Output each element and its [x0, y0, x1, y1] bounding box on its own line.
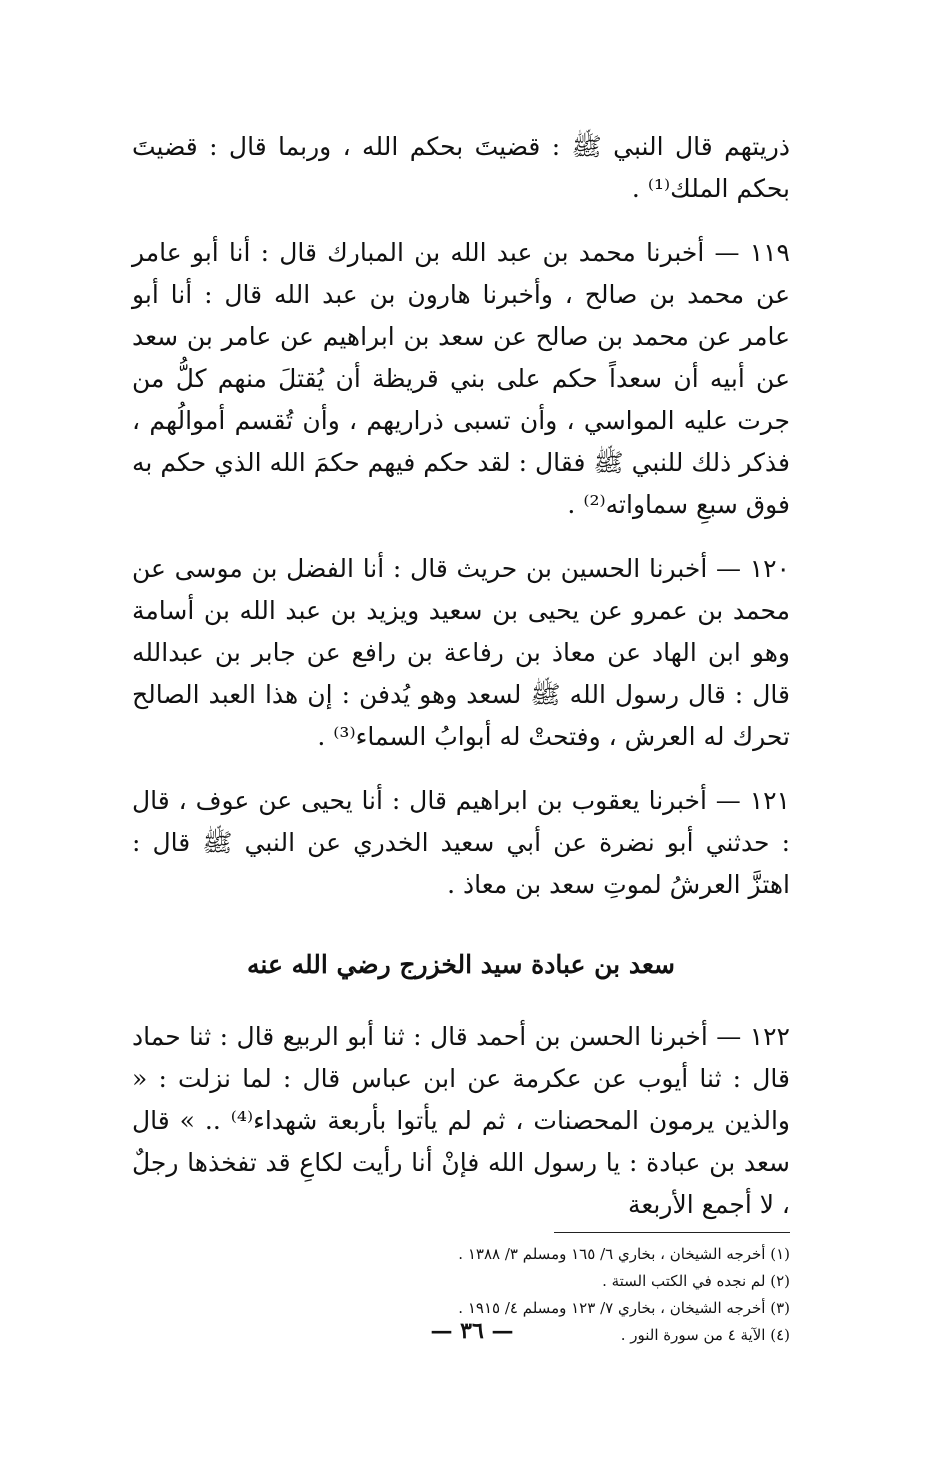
page-number: — ٣٦ — — [430, 1318, 514, 1344]
paragraph-119: ١١٩ — أخبرنا محمد بن عبد الله بن المبارك قال : أنا أبو عامر عن محمد بن صالح ، وأخبرنا هارون بن عبد الله قال : أنا أبو عامر عن محمد بن صالح عن سعد بن ابراهيم عن عامر بن سعد عن أبيه أن سعداً حكم على بني قريظة أن يُقتلَ منهم كلُّ من جرت عليه المواسي ، وأن تسبى ذراريهم ، وأن تُقسم أموالُهم ، فذكر ذلك للنبي ﷺ فقال : لقد حكم فيهم حكمَ الله الذي حكم به فوق سبعِ سماواته⁽²⁾ . — [132, 238, 790, 519]
section-heading: سعد بن عبادة سيد الخزرج رضي الله عنه — [247, 950, 675, 979]
footnote-4: (٤) الآية ٤ من سورة النور . — [620, 1326, 790, 1344]
paragraph-122: ١٢٢ — أخبرنا الحسن بن أحمد قال : ثنا أبو الربيع قال : ثنا حماد قال : ثنا أيوب عن عكرمة عن ابن عباس قال : لما نزلت : « والذين يرمون المحصنات ، ثم لم يأتوا بأربعة شهداء⁽⁴⁾ .. » قال سعد بن عبادة : يا رسول الله فإنْ أنا رأيت لكاعِ قد تفخذها رجلٌ ، لا أجمع الأربعة — [132, 1022, 791, 1219]
paragraph-continuation: ذريتهم قال النبي ﷺ : قضيتَ بحكم الله ، وربما قال : قضيتَ بحكم الملك⁽¹⁾ . — [132, 132, 790, 203]
paragraph-121: ١٢١ — أخبرنا يعقوب بن ابراهيم قال : أنا يحيى عن عوف ، قال : حدثني أبو نضرة عن أبي سعيد الخدري عن النبي ﷺ قال : اهتزَّ العرشُ لموتِ سعد بن معاذ . — [132, 786, 790, 899]
page-body — [132, 126, 790, 1349]
footnote-1: (١) أخرجه الشيخان ، بخاري ٦/ ١٦٥ ومسلم ٣/ ١٣٨٨ . — [458, 1245, 790, 1263]
paragraph-120: ١٢٠ — أخبرنا الحسين بن حريث قال : أنا الفضل بن موسى عن محمد بن عمرو عن يحيى بن سعيد ويزيد بن عبد الله بن أسامة وهو ابن الهاد عن معاذ بن رفاعة بن رافع عن جابر بن عبدالله قال : قال رسول الله ﷺ لسعد وهو يُدفن : إن هذا العبد الصالح تحرك له العرش ، وفتحتْ له أبوابُ السماء⁽³⁾ . — [132, 554, 790, 751]
footnote-3: (٣) أخرجه الشيخان ، بخاري ٧/ ١٢٣ ومسلم ٤/ ١٩١٥ . — [458, 1299, 790, 1317]
footnote-divider — [554, 1232, 790, 1233]
footnote-2: (٢) لم نجده في الكتب الستة . — [602, 1272, 790, 1290]
